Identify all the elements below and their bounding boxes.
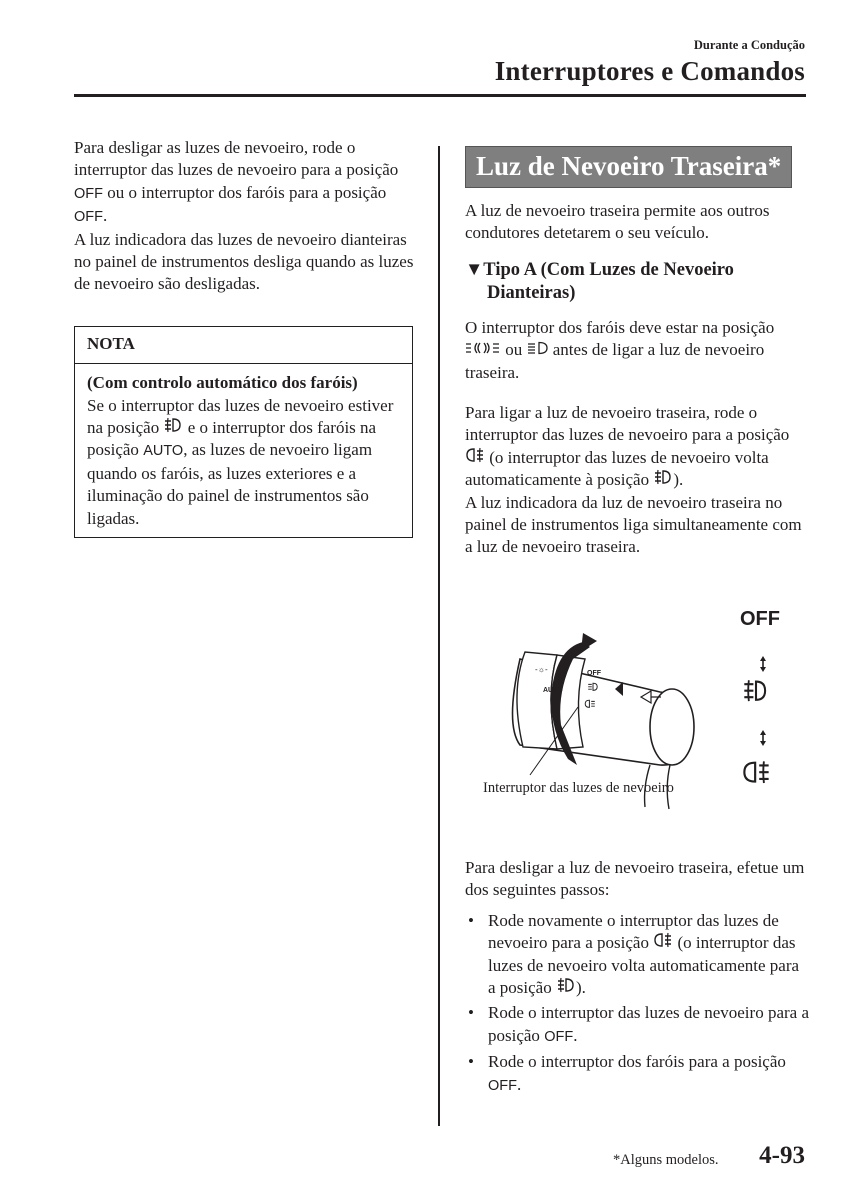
text: . bbox=[573, 1025, 578, 1045]
list-item bbox=[465, 1051, 810, 1097]
text: e o interruptor dos faróis na posição bbox=[87, 418, 377, 460]
text: Rode o interruptor dos faróis para a posição bbox=[488, 1052, 786, 1072]
arrow-up-down-icon bbox=[760, 656, 766, 672]
off-position-label: OFF bbox=[740, 607, 780, 630]
text: antes de ligar a luz de nevoeiro traseira. bbox=[465, 340, 765, 382]
paragraph-turn-off-rear-fog: Para desligar a luz de nevoeiro traseira, efetue um dos seguintes passos: bbox=[465, 857, 805, 900]
off-position-label: OFF bbox=[488, 1077, 517, 1094]
paragraph-rear-indicator: A luz indicadora da luz de nevoeiro traseira no painel de instrumentos liga simultaneamente com a luz de nevoeiro traseira. bbox=[465, 492, 802, 557]
bullet: • bbox=[468, 1003, 474, 1023]
text: Rode o interruptor das luzes de nevoeiro para a posição bbox=[488, 1003, 809, 1045]
text: ). bbox=[575, 977, 586, 997]
front-fog-icon bbox=[744, 680, 765, 701]
text: O interruptor dos faróis deve estar na posição bbox=[465, 317, 775, 337]
note-body bbox=[75, 364, 412, 537]
text: ). bbox=[673, 470, 684, 490]
section-label: Durante a Condução bbox=[693, 38, 805, 52]
paragraph-headlight-position bbox=[465, 317, 810, 384]
rear-fog-icon bbox=[653, 933, 673, 952]
off-position-label: OFF bbox=[74, 185, 103, 202]
footnote: *Alguns modelos. bbox=[613, 1152, 719, 1168]
intro-paragraph: A luz de nevoeiro traseira permite aos outros condutores detetarem o seu veículo. bbox=[465, 201, 770, 243]
steps-list bbox=[465, 910, 810, 1097]
paragraph-turn-on-rear-fog bbox=[465, 402, 810, 492]
list-item bbox=[465, 1002, 810, 1048]
text: (o interruptor das luzes de nevoeiro volta automaticamente à posição bbox=[465, 447, 769, 490]
text: Rode novamente o interruptor das luzes de nevoeiro para a posição bbox=[488, 910, 779, 953]
front-fog-icon bbox=[163, 418, 183, 437]
rear-fog-icon bbox=[744, 761, 768, 783]
subheading-type-a: ▼Tipo A (Com Luzes de Nevoeiro Dianteiras) bbox=[465, 259, 734, 304]
off-position-label: OFF bbox=[544, 1028, 574, 1045]
auto-mark: AUTO bbox=[543, 686, 563, 694]
svg-text:-☼-: -☼- bbox=[535, 664, 548, 674]
note-heading: NOTA bbox=[75, 327, 412, 364]
left-column bbox=[74, 137, 419, 538]
headlight-icon bbox=[527, 340, 549, 359]
note-box bbox=[74, 326, 413, 538]
header-rule bbox=[74, 94, 806, 97]
column-divider bbox=[438, 146, 440, 1126]
rear-fog-icon bbox=[465, 448, 485, 467]
paragraph-turn-off-fog bbox=[74, 137, 419, 229]
fog-switch-illustration bbox=[465, 597, 810, 867]
parking-lights-icon bbox=[465, 340, 501, 359]
arrow-up-down-icon bbox=[760, 730, 766, 746]
note-subheading: (Com controlo automático dos faróis) bbox=[87, 373, 358, 393]
text: Para ligar a luz de nevoeiro traseira, rode o interruptor das luzes de nevoeiro para a posição bbox=[465, 403, 790, 445]
text: Se o interruptor das luzes de nevoeiro estiver na posição bbox=[87, 395, 394, 438]
bullet: • bbox=[468, 910, 474, 930]
text: , as luzes de nevoeiro ligam quando os faróis, as luzes exteriores e a iluminação do painel de instrumentos são ligadas. bbox=[87, 440, 373, 528]
text: ou o interruptor dos faróis para a posição bbox=[103, 182, 387, 202]
front-fog-icon bbox=[653, 470, 673, 489]
figure-caption: Interruptor das luzes de nevoeiro bbox=[483, 779, 674, 796]
text: ou bbox=[501, 340, 527, 360]
section-title: Luz de Nevoeiro Traseira* bbox=[465, 146, 792, 188]
text: . bbox=[517, 1074, 522, 1094]
auto-position-label: AUTO bbox=[143, 443, 184, 460]
right-column bbox=[465, 146, 810, 1100]
off-mark: OFF bbox=[587, 669, 601, 677]
text: . bbox=[103, 206, 108, 226]
page-title: Interruptores e Comandos bbox=[494, 56, 805, 86]
text: Para desligar as luzes de nevoeiro, rode o interruptor das luzes de nevoeiro para a posição bbox=[74, 138, 399, 180]
front-fog-icon bbox=[556, 978, 576, 997]
text: (o interruptor das luzes de nevoeiro volta automaticamente para a posição bbox=[488, 933, 800, 997]
list-item bbox=[465, 910, 810, 1000]
paragraph-indicator: A luz indicadora das luzes de nevoeiro dianteiras no painel de instrumentos desliga quando as luzes de nevoeiro são desligadas. bbox=[74, 229, 414, 294]
bullet: • bbox=[468, 1052, 474, 1072]
off-position-label: OFF bbox=[74, 209, 103, 226]
page-number: 4-93 bbox=[759, 1142, 805, 1169]
